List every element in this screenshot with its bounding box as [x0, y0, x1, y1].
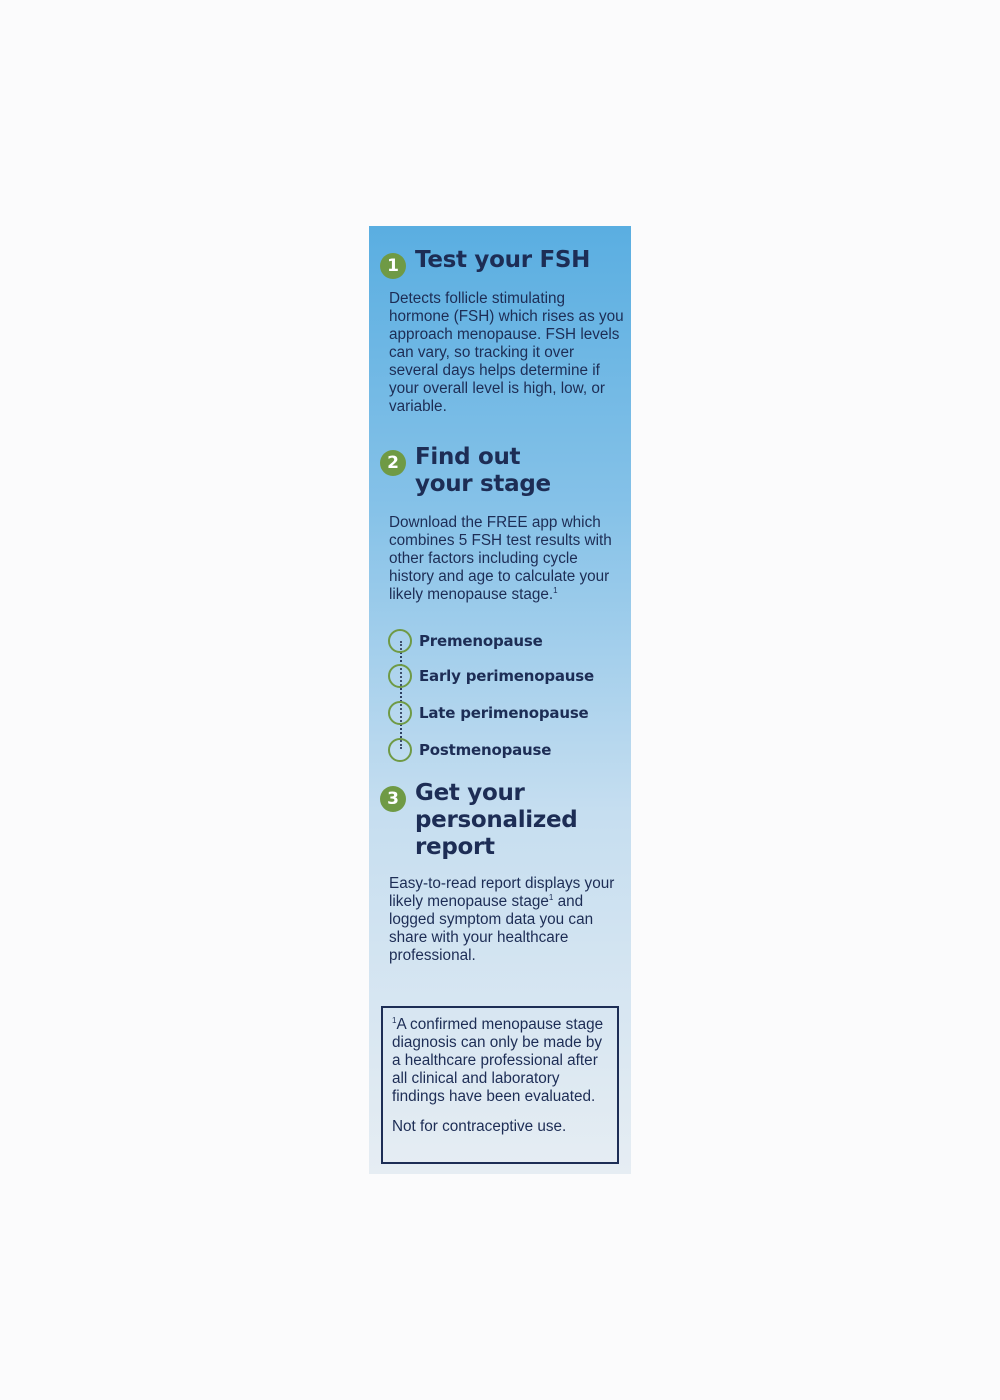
dotted-connector [400, 641, 402, 749]
menopause-stage-list [388, 627, 618, 763]
empty-circle-icon [388, 701, 412, 725]
contraceptive-disclaimer: Not for contraceptive use. [392, 1118, 567, 1135]
stage-item: Late perimenopause [388, 701, 618, 725]
stage-item: Premenopause [388, 629, 618, 653]
step-number-badge: 2 [380, 450, 406, 476]
footnote-box [381, 1006, 619, 1164]
step-1-description: Detects follicle stimulating hormone (FSH) which rises as you approach menopause. FSH levels can vary, so tracking it over several days helps determine if your overall level is high, low, or variable. [389, 290, 624, 415]
step-heading: Test your FSH [415, 247, 591, 273]
step-number-badge: 3 [380, 786, 406, 812]
step-2-description: Download the FREE app which combines 5 FSH test results with other factors including cycle history and age to calculate your likely menopause stage.$^1$ [389, 514, 612, 603]
stage-item: Early perimenopause [388, 664, 618, 688]
footnote-text: $^1$A confirmed menopause stage diagnosis can only be made by a healthcare professional after all clinical and laboratory findings have been evaluated. [392, 1015, 604, 1105]
footnote-mark: 1 [553, 585, 558, 595]
step-number-badge: 1 [380, 253, 406, 279]
step-heading: Get your personalized report [415, 780, 578, 860]
empty-circle-icon [388, 738, 412, 762]
footnote-mark: 1 [392, 1015, 397, 1025]
footnote-mark: 1 [548, 892, 554, 902]
stage-item: Postmenopause [388, 738, 618, 762]
package-side-panel [369, 226, 631, 1174]
step-3-description: Easy-to-read report displays your likely menopause stage$^1$ and logged symptom data you can share with your healthcare professional. [389, 875, 615, 964]
step-heading: Find out your stage [415, 444, 551, 497]
empty-circle-icon [388, 629, 412, 653]
empty-circle-icon [388, 664, 412, 688]
